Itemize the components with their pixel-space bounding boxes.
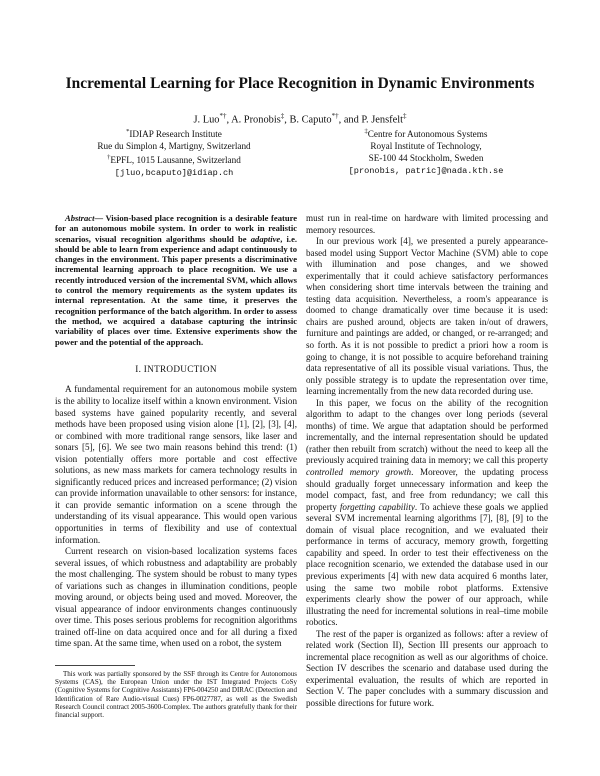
author-separator: , bbox=[284, 114, 290, 126]
left-column bbox=[55, 213, 297, 650]
author-name: P. Jensfelt bbox=[361, 114, 403, 126]
body-paragraph: must run in real-time on hardware with limited processing and memory resources. bbox=[306, 213, 548, 235]
emphasis-term: controlled memory growth bbox=[306, 467, 412, 478]
affiliation-email: [jluo,bcaputo]@idiap.ch bbox=[114, 167, 234, 178]
footnote: This work was partially sponsored by the SSF through its Centre for Autonomous Systems (CAS), the European Union under the IST Integrated Projects CoSy (Cognitive Systems for Cognitive Assistants) FP6-004250 and DIRAC (Detection and Identification of Rare Audio-visual Cues) FP6-0027787, as well as the Swedish Research Council contract 2005-3600-Complex. The authors gratefully thank for their financial support. bbox=[55, 670, 297, 720]
body-text: . To achieve these goals we applied several SVM incremental learning algorithms [7], [8], [9] to the domain of visual place recognition, and we evaluated their performance in terms of accuracy, memory growth, forgetting capability and speed. In order to test their effectiveness on the place recognition scenario, we extended the database used in our previous experiments [4] with new data acquired 6 months later, using the same two mobile robot platforms. Extensive experiments clearly show the power of our approach, while illustrating the need for incremental solutions in real–time mobile robotics. bbox=[306, 501, 548, 628]
body-paragraph: A fundamental requirement for an autonomous mobile system is the ability to localize itself within a known environment. Vision based systems have gained popularity recently, and several methods have been proposed using vision alone [1], [2], [3], [4], or combined with more traditional range sensors, like laser and sonars [5], [6]. We see two main reasons behind this trend: (1) vision potentially offers more portable and cost effective solutions, as new mass markets for camera technology results in significantly reduced prices and increased performance; (2) vision can provide information unavailable to other sensors: for instance, it can provide semantic information on a scene through the understanding of its visual appearance. This would open various opportunities in terms of flexibility and use of contextual information. bbox=[55, 384, 297, 545]
section-heading-introduction: I. INTRODUCTION bbox=[135, 363, 217, 374]
affiliation-email: [pronobis, patric]@nada.kth.se bbox=[348, 165, 504, 176]
abstract-label: Abstract bbox=[65, 213, 95, 223]
author-mark: *† bbox=[219, 112, 227, 120]
author-name: J. Luo bbox=[193, 114, 220, 126]
abstract-emphasis: adaptive bbox=[250, 233, 281, 244]
abstract-text: Vision-based place recognition is a desirable feature for an autonomous mobile system. In order to work in realistic scenarios, visual recognition algorithms should be bbox=[55, 213, 298, 244]
author-list bbox=[30, 110, 570, 126]
affiliation-line: Royal Institute of Technology, bbox=[370, 141, 482, 152]
author-name: B. Caputo bbox=[289, 114, 332, 126]
author-separator: , bbox=[226, 114, 232, 126]
affiliation-mark: * bbox=[126, 128, 130, 135]
body-text: . Moreover, the updating process should gradually forget unnecessary information and keep the model compact, fast, and free from redundancy; we call this property bbox=[306, 467, 548, 512]
author-name: A. Pronobis bbox=[231, 114, 281, 126]
author-mark: ‡ bbox=[402, 112, 407, 120]
abstract bbox=[55, 213, 297, 347]
abstract-dash: — bbox=[94, 213, 106, 223]
body-paragraph: Current research on vision-based localization systems faces several issues, of which robustness and adaptability are probably the most challenging. The system should be robust to many types of variations such as changes in illumination conditions, people moving around, or objects being used and moved. Moreover, the visual appearance of indoor environments changes continuously over time. This poses serious problems for recognition algorithms trained off-line on data acquired once and for all during a fixed time span. At the same time, when used on a robot, the system bbox=[55, 546, 297, 649]
affiliation-line: Rue du Simplon 4, Martigny, Switzerland bbox=[97, 141, 251, 152]
affiliation-line: Centre for Autonomous Systems bbox=[367, 129, 488, 140]
affiliation-line: IDIAP Research Institute bbox=[129, 129, 222, 140]
paper-title: Incremental Learning for Place Recognition in Dynamic Environments bbox=[65, 75, 535, 92]
author-mark: *† bbox=[331, 112, 339, 120]
body-paragraph: The rest of the paper is organized as follows: after a review of related work (Section II), Section III presents our approach to incremental place recognition as well as our algorithms of choice. Section IV describes the scenario and database used during the experimental evaluation, the results of which are reported in Section V. The paper concludes with a summary discussion and possible directions for future work. bbox=[306, 628, 548, 708]
body-paragraph: In our previous work [4], we presented a purely appearance-based model using Support Vector Machine (SVM) able to cope with illumination and pose changes, and we showed experimentally that it could achieve satisfactory performances when considering short time intervals between the training and testing data acquisition. Nevertheless, a room's appearance is doomed to change dramatically over time because it is used: chairs are pushed around, objects are taken in/out of drawers, furniture and paintings are added, or changed, or re-arranged; and so forth. As it is not possible to predict a priori how a room is going to change, it is not possible to acquire beforehand training data representative of all its possible visual variations. Thus, the only possible strategy is to update the representation over time, learning incrementally from the new data recorded during use. bbox=[306, 236, 548, 397]
affiliation-mark: ‡ bbox=[364, 128, 368, 135]
affiliation-left bbox=[44, 126, 304, 179]
affiliation-line: EPFL, 1015 Lausanne, Switzerland bbox=[110, 155, 241, 166]
affiliation-right bbox=[296, 126, 556, 177]
author-mark: ‡ bbox=[280, 112, 285, 120]
abstract-text: , i.e. should be able to learn from experience and adapt continuously to changes in the environment. This paper presents a discriminative incremental learning approach to place recognition. We use a recently introduced version of the incremental SVM, which allows to control the memory requirements as the system updates its internal representation. At the same time, it preserves the recognition performance of the batch algorithm. In order to assess the method, we acquired a database capturing the intrinsic variability of places over time. Extensive experiments show the power and the potential of the approach. bbox=[55, 233, 297, 347]
footnote-divider bbox=[55, 665, 135, 666]
body-text: In this paper, we focus on the ability of the recognition algorithm to adapt to the changes over long periods (several months) of time. We argue that adaptation should be performed incrementally, and the internal representation should be updated (rather then rebuilt from scratch) without the need to keep all the previously acquired training data in memory; we call this property bbox=[306, 397, 548, 466]
right-column bbox=[306, 213, 548, 710]
affiliation-line: SE-100 44 Stockholm, Sweden bbox=[368, 153, 484, 164]
body-paragraph bbox=[306, 398, 548, 629]
emphasis-term: forgetting capability bbox=[339, 501, 415, 512]
author-separator: , and bbox=[338, 114, 362, 126]
affiliation-mark: † bbox=[107, 154, 111, 162]
